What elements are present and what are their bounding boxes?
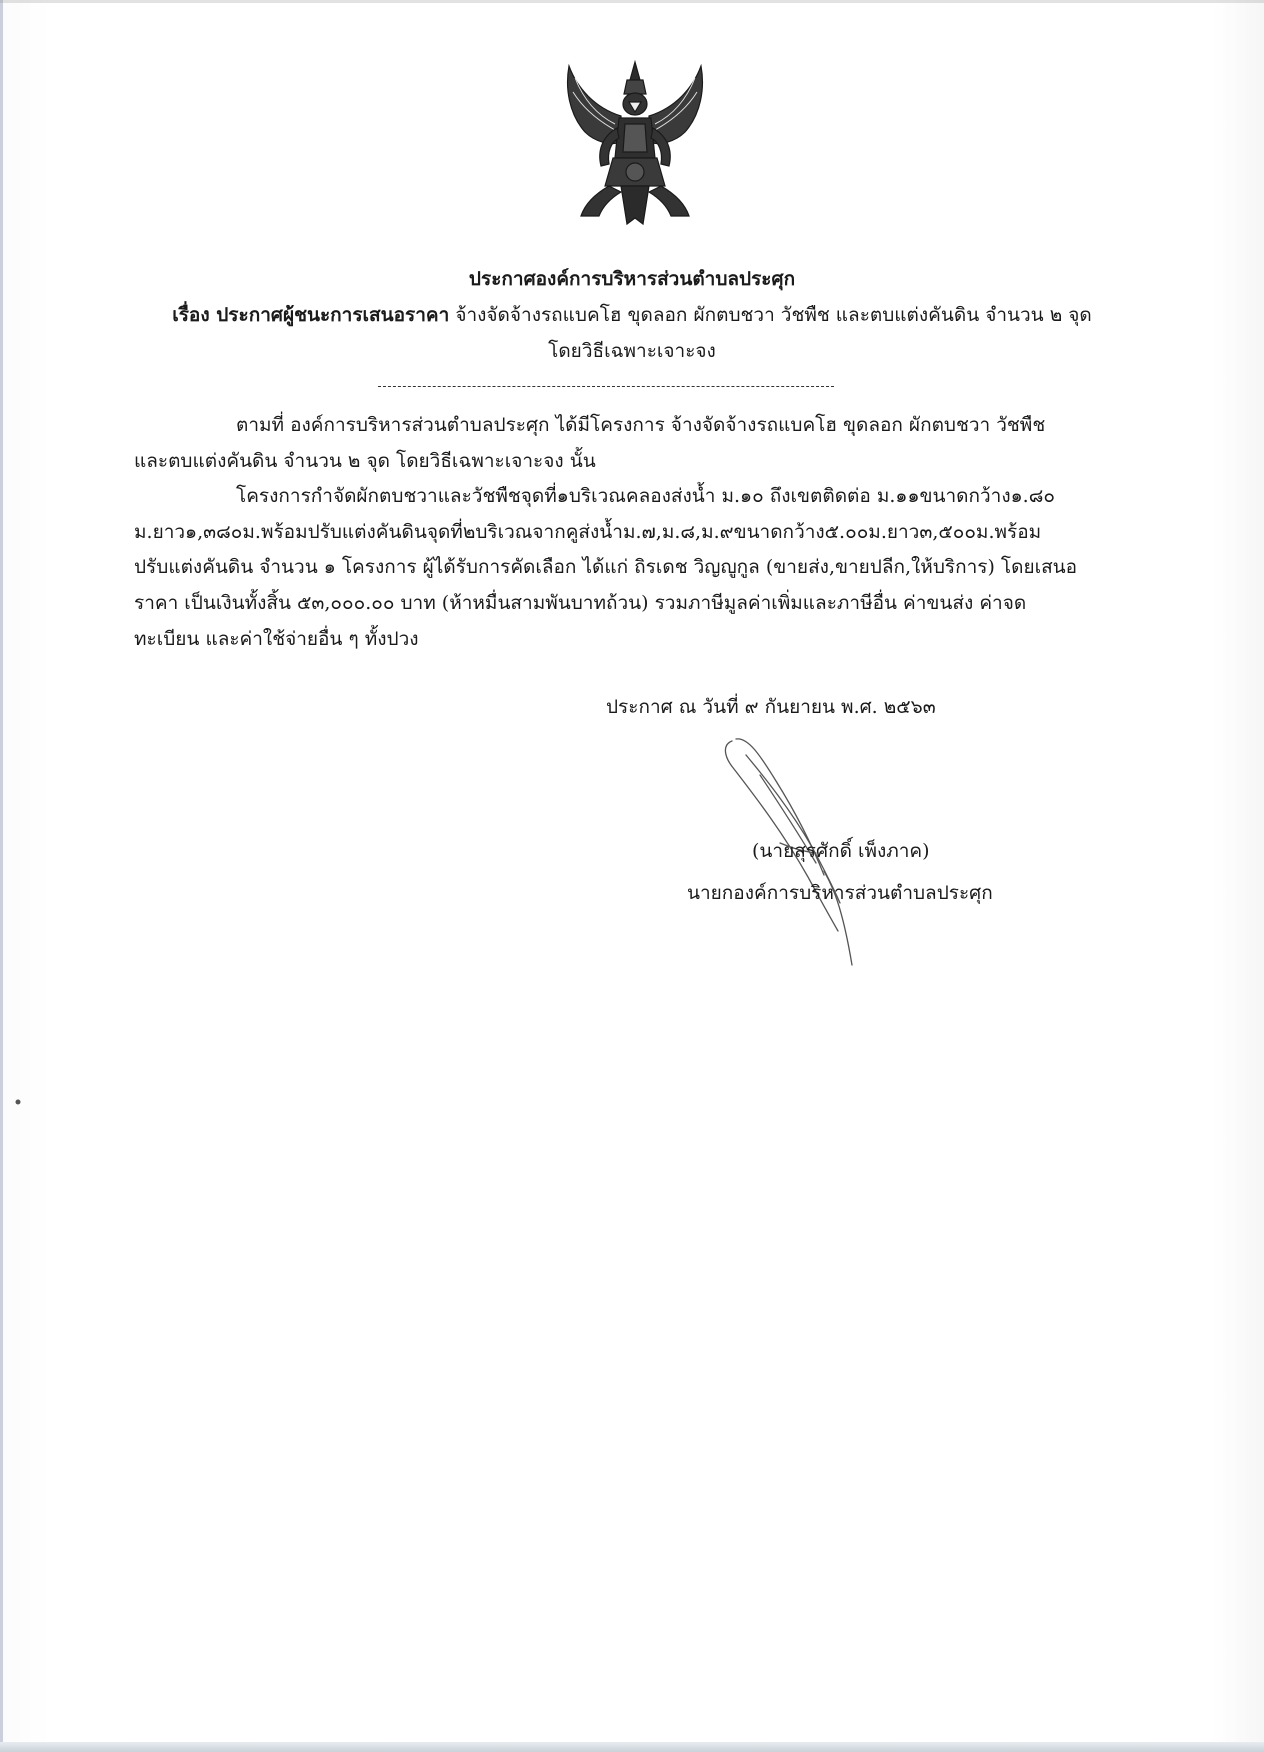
signer-position: นายกองค์การบริหารส่วนตำบลประศุก bbox=[687, 882, 993, 904]
garuda-emblem-icon bbox=[555, 58, 715, 228]
scan-edge-top bbox=[0, 0, 1264, 3]
scan-edge-bottom bbox=[0, 1742, 1264, 1752]
procurement-method: โดยวิธีเฉพาะเจาะจง bbox=[548, 340, 716, 362]
signer-name: (นายสุรศักดิ์ เพ็งภาค) bbox=[752, 840, 930, 862]
paragraph-1-line-2: และตบแต่งคันดิน จำนวน ๒ จุด โดยวิธีเฉพาะเจาะจง นั้น bbox=[134, 450, 596, 472]
paragraph-2-line-4: ราคา เป็นเงินทั้งสิ้น ๕๓,๐๐๐.๐๐ บาท (ห้าหมื่นสามพันบาทถ้วน) รวมภาษีมูลค่าเพิ่มและภาษีอื่น ค่าขนส่ง ค่าจด bbox=[134, 592, 1027, 614]
announcement-subject bbox=[100, 302, 1164, 328]
scan-speck bbox=[14, 1098, 22, 1106]
paragraph-2-line-2: ม.ยาว๑,๓๘๐ม.พร้อมปรับแต่งคันดินจุดที่๒บริเวณจากคูส่งน้ำม.๗,ม.๘,ม.๙ขนาดกว้าง๕.๐๐ม.ยาว๓,๕๐๐ม.พร้อม bbox=[134, 521, 1042, 543]
subject-lead: เรื่อง ประกาศผู้ชนะการเสนอราคา bbox=[172, 304, 450, 326]
announcement-title: ประกาศองค์การบริหารส่วนตำบลประศุก bbox=[468, 268, 796, 290]
header-divider bbox=[378, 386, 834, 387]
paragraph-1-line-1: ตามที่ องค์การบริหารส่วนตำบลประศุก ได้มีโครงการ จ้างจัดจ้างรถแบคโฮ ขุดลอก ผักตบชวา วัชพืช bbox=[236, 414, 1046, 436]
scan-edge-left bbox=[0, 0, 3, 1752]
paragraph-2-line-5: ทะเบียน และค่าใช้จ่ายอื่น ๆ ทั้งปวง bbox=[134, 628, 419, 650]
paragraph-2-line-1: โครงการกำจัดผักตบชวาและวัชพืชจุดที่๑บริเวณคลองส่งน้ำ ม.๑๐ ถึงเขตติดต่อ ม.๑๑ขนาดกว้าง๑.๘๐ bbox=[236, 485, 1055, 507]
paragraph-2-line-3: ปรับแต่งคันดิน จำนวน ๑ โครงการ ผู้ได้รับการคัดเลือก ได้แก่ ถิรเดช วิญญูกูล (ขายส่ง,ขายปลีก,ให้บริการ) โดยเสนอ bbox=[134, 556, 1078, 578]
subject-detail: จ้างจัดจ้างรถแบคโฮ ขุดลอก ผักตบชวา วัชพืช และตบแต่งคันดิน จำนวน ๒ จุด bbox=[455, 304, 1092, 326]
announcement-date: ประกาศ ณ วันที่ ๙ กันยายน พ.ศ. ๒๕๖๓ bbox=[606, 696, 936, 718]
